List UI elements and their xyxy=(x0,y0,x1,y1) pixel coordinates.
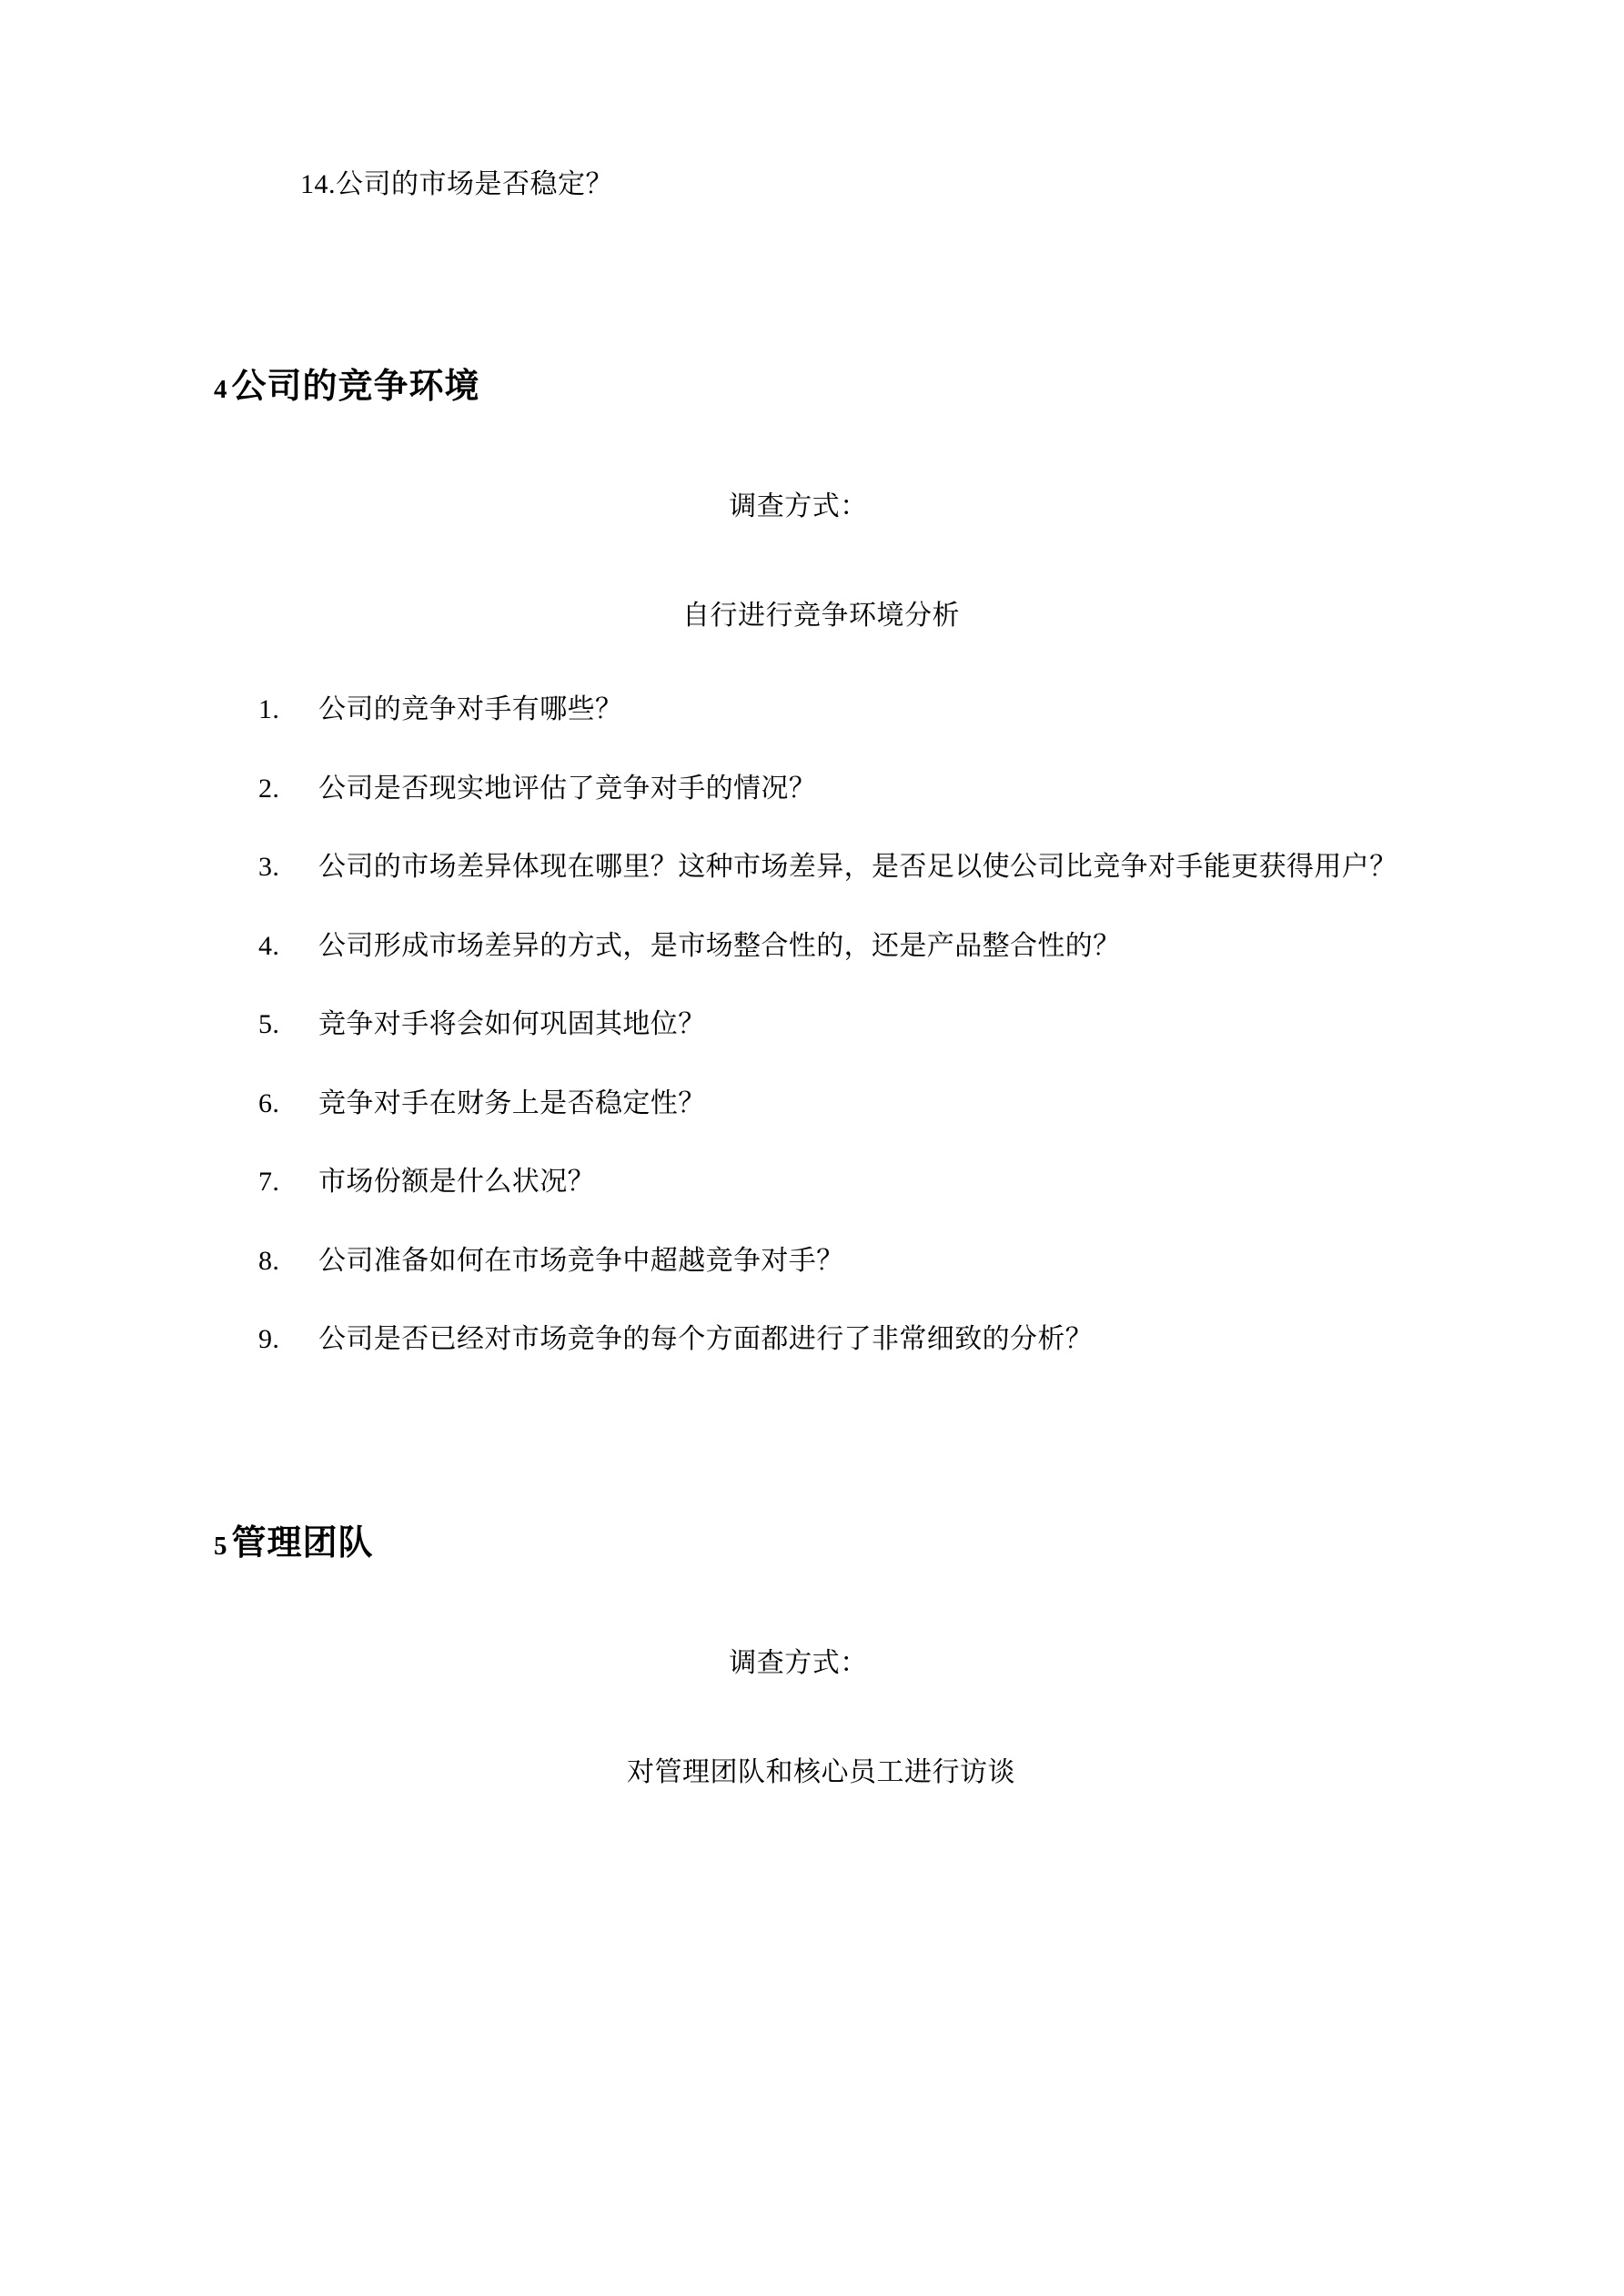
section-title: 公司的竞争环境 xyxy=(231,368,480,406)
list-item-text: 竞争对手将会如何巩固其地位？ xyxy=(318,1009,706,1040)
list-item-number: 3. xyxy=(258,852,280,883)
list-item xyxy=(246,925,1415,968)
list-item-number: 1. xyxy=(258,694,280,725)
list-item-text: 公司的竞争对手有哪些？ xyxy=(318,694,623,725)
question-list-4 xyxy=(246,689,1415,1361)
list-item-number: 4. xyxy=(258,930,280,961)
method-label-5: 调查方式： xyxy=(729,1648,868,1679)
list-item-text: 公司准备如何在市场竞争中超越竞争对手？ xyxy=(318,1245,844,1276)
list-item xyxy=(246,1004,1415,1047)
list-item-text: 公司是否已经对市场竞争的每个方面都进行了非常细致的分析？ xyxy=(318,1324,1094,1355)
method-label-4: 调查方式： xyxy=(729,491,868,522)
list-item-text: 竞争对手在财务上是否稳定性？ xyxy=(318,1087,706,1118)
list-item-number: 6. xyxy=(258,1087,280,1118)
list-item-number: 9. xyxy=(258,1324,280,1355)
list-item-text: 公司是否现实地评估了竞争对手的情况？ xyxy=(318,773,817,804)
section-title: 管理团队 xyxy=(231,1523,374,1563)
list-item-text: 市场份额是什么状况？ xyxy=(318,1167,595,1198)
list-item xyxy=(246,1161,1415,1204)
list-item-number: 5. xyxy=(258,1009,280,1040)
list-item-text: 公司形成市场差异的方式，是市场整合性的，还是产品整合性的？ xyxy=(318,930,1121,961)
list-item-text: 公司的市场差异体现在哪里？这种市场差异，是否足以使公司比竞争对手能更获得用户？ xyxy=(318,852,1397,883)
method-text-5: 对管理团队和核心员工进行访谈 xyxy=(627,1757,1015,1788)
list-item-number: 8. xyxy=(258,1245,280,1276)
list-item xyxy=(246,689,1415,732)
section-heading-4 xyxy=(214,364,1415,410)
section-number: 5 xyxy=(214,1531,228,1561)
section-heading-5 xyxy=(214,1521,1415,1567)
list-item xyxy=(246,1240,1415,1283)
lead-question-item: 14.公司的市场是否稳定？ xyxy=(300,169,613,199)
section-number: 4 xyxy=(214,375,228,404)
method-text-4: 自行进行竞争环境分析 xyxy=(682,601,960,632)
list-item xyxy=(246,768,1415,811)
list-item-number: 2. xyxy=(258,773,280,804)
list-item-number: 7. xyxy=(258,1167,280,1198)
list-item xyxy=(246,1083,1415,1126)
list-item xyxy=(246,846,1415,889)
list-item xyxy=(246,1319,1415,1361)
